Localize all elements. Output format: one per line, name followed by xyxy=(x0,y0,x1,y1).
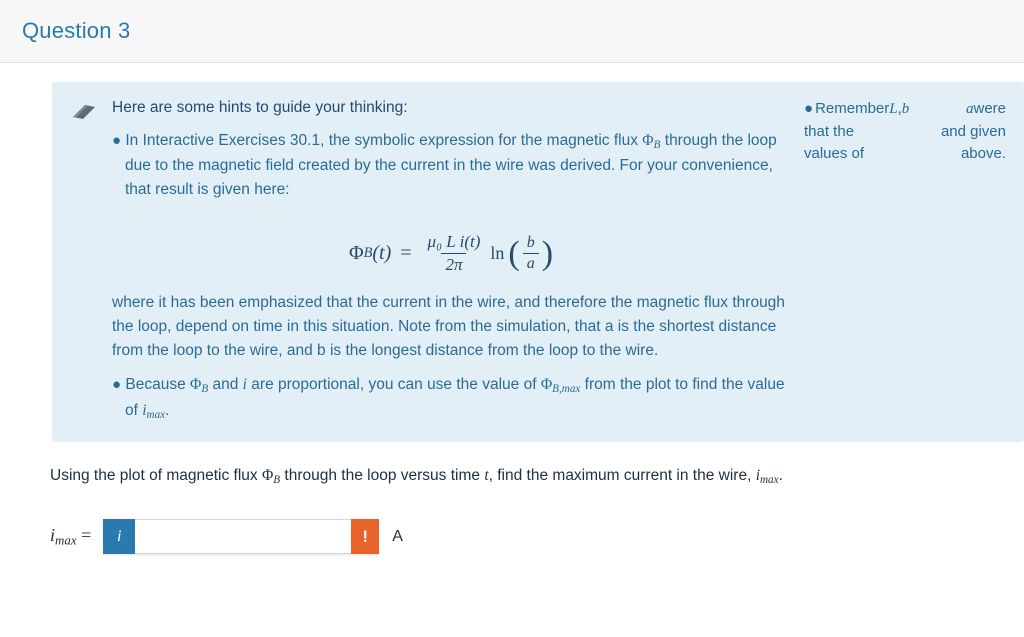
aside-line-3-left: values of xyxy=(804,144,865,162)
equation-ratio-fraction xyxy=(523,234,539,273)
bullet-glyph: ● xyxy=(112,376,122,394)
equation-lhs-sub: B xyxy=(363,245,373,262)
hint-bullet-1 xyxy=(112,129,790,202)
equation-ratio-num: b xyxy=(526,234,535,252)
answer-row xyxy=(50,519,1004,554)
equation-ratio-den: a xyxy=(523,253,539,273)
equation-lhs-symbol: Φ xyxy=(348,242,364,265)
hint-note-text: where it has been emphasized that the current in the wire, and therefore the magnetic flux through the loop, depend on time in this situation. Note from the simulation, that a is the shortest distance from the loop to the wire, and b is the longest distance from the loop to the wire. xyxy=(112,294,785,360)
answer-label-equals: = xyxy=(81,524,92,545)
hint-bullet-2-part4: from the plot to find the value of xyxy=(125,376,785,419)
bullet-glyph: ● xyxy=(804,100,814,117)
hint-lead-text: Here are some hints to guide your thinking: xyxy=(112,99,408,116)
aside-were-text: were xyxy=(973,100,1006,117)
question-part-4: . xyxy=(778,467,783,485)
hint-bullet-2-part3: are proportional, you can use the value of xyxy=(246,376,541,394)
hint-panel xyxy=(52,82,1024,442)
answer-input-group xyxy=(103,519,379,554)
equation-fraction xyxy=(424,232,485,275)
answer-input[interactable] xyxy=(135,519,351,554)
hint-bullet-2-part1: Because xyxy=(125,376,191,394)
current-max-symbol: i xyxy=(755,467,760,485)
equation-denominator: 2π xyxy=(441,253,466,275)
equation-left-paren: ( xyxy=(508,235,520,273)
aside-line-1 xyxy=(804,98,1006,121)
question-prompt xyxy=(50,464,1004,489)
hint-bullet-1-text-after: through the loop due to the magnetic field created by the current in the wire was derived. For your convenience, that result is given here: xyxy=(125,131,777,199)
hint-bullet-2-part5: . xyxy=(165,401,170,419)
time-symbol: t xyxy=(484,467,489,485)
current-symbol: i xyxy=(242,376,247,394)
warning-button[interactable]: ! xyxy=(351,519,379,554)
equation-numerator: μ₀ L i(t) xyxy=(427,232,481,252)
flux-symbol: Φ xyxy=(261,467,274,485)
hint-main-column xyxy=(70,98,790,424)
flux-symbol: Φ xyxy=(642,131,654,149)
answer-label xyxy=(50,525,91,549)
equation-lhs-arg: (t) xyxy=(372,242,392,265)
hint-chalk-icon xyxy=(70,104,98,120)
page-header xyxy=(0,0,1024,63)
aside-b-symbol: b xyxy=(901,101,910,117)
equation-right-paren: ) xyxy=(541,235,554,273)
flux-symbol: Φ xyxy=(190,376,202,394)
question-part-1: Using the plot of magnetic flux xyxy=(50,467,262,485)
equation-ln: ln xyxy=(490,243,505,264)
aside-line-1-left xyxy=(804,98,909,121)
aside-L-symbol: L xyxy=(889,101,898,117)
flux-max-symbol: Φ xyxy=(540,376,553,394)
aside-remember-text: Remember xyxy=(815,100,890,117)
flux-symbol-sub: B xyxy=(201,383,209,396)
flux-symbol-sub: B xyxy=(273,474,281,487)
answer-unit: A xyxy=(392,527,403,545)
current-max-sub: max xyxy=(146,408,166,421)
aside-comma: , xyxy=(897,100,902,117)
page-body xyxy=(0,82,1024,554)
aside-line-1-right xyxy=(966,98,1006,121)
current-max-symbol: i xyxy=(142,401,147,419)
bullet-glyph: ● xyxy=(112,131,122,149)
hint-bullet-1-text-before: In Interactive Exercises 30.1, the symbolic expression for the magnetic flux xyxy=(125,131,643,149)
aside-line-2-right: and given xyxy=(940,122,1006,140)
hint-bullet-2-part2: and xyxy=(208,376,243,394)
page-title: Question 3 xyxy=(22,18,131,43)
aside-line-2-left: that the xyxy=(804,122,855,140)
aside-line-3-right: above. xyxy=(960,144,1006,162)
hint-bullet-2 xyxy=(112,373,790,424)
info-button[interactable]: i xyxy=(103,519,135,554)
answer-label-symbol: i xyxy=(50,524,56,545)
current-max-sub: max xyxy=(760,474,779,487)
flux-symbol-sub: B xyxy=(653,139,661,152)
flux-max-sub: B,max xyxy=(552,383,581,396)
hint-aside-column xyxy=(790,98,1006,424)
aside-line-2 xyxy=(804,121,1006,143)
question-part-2: through the loop versus time xyxy=(280,467,485,485)
flux-equation xyxy=(112,232,790,275)
equation-equals: = xyxy=(400,242,412,265)
question-part-3: , find the maximum current in the wire, xyxy=(488,467,756,485)
aside-a-symbol: a xyxy=(965,101,974,117)
answer-label-sub: max xyxy=(55,532,77,548)
aside-line-3 xyxy=(804,143,1006,165)
